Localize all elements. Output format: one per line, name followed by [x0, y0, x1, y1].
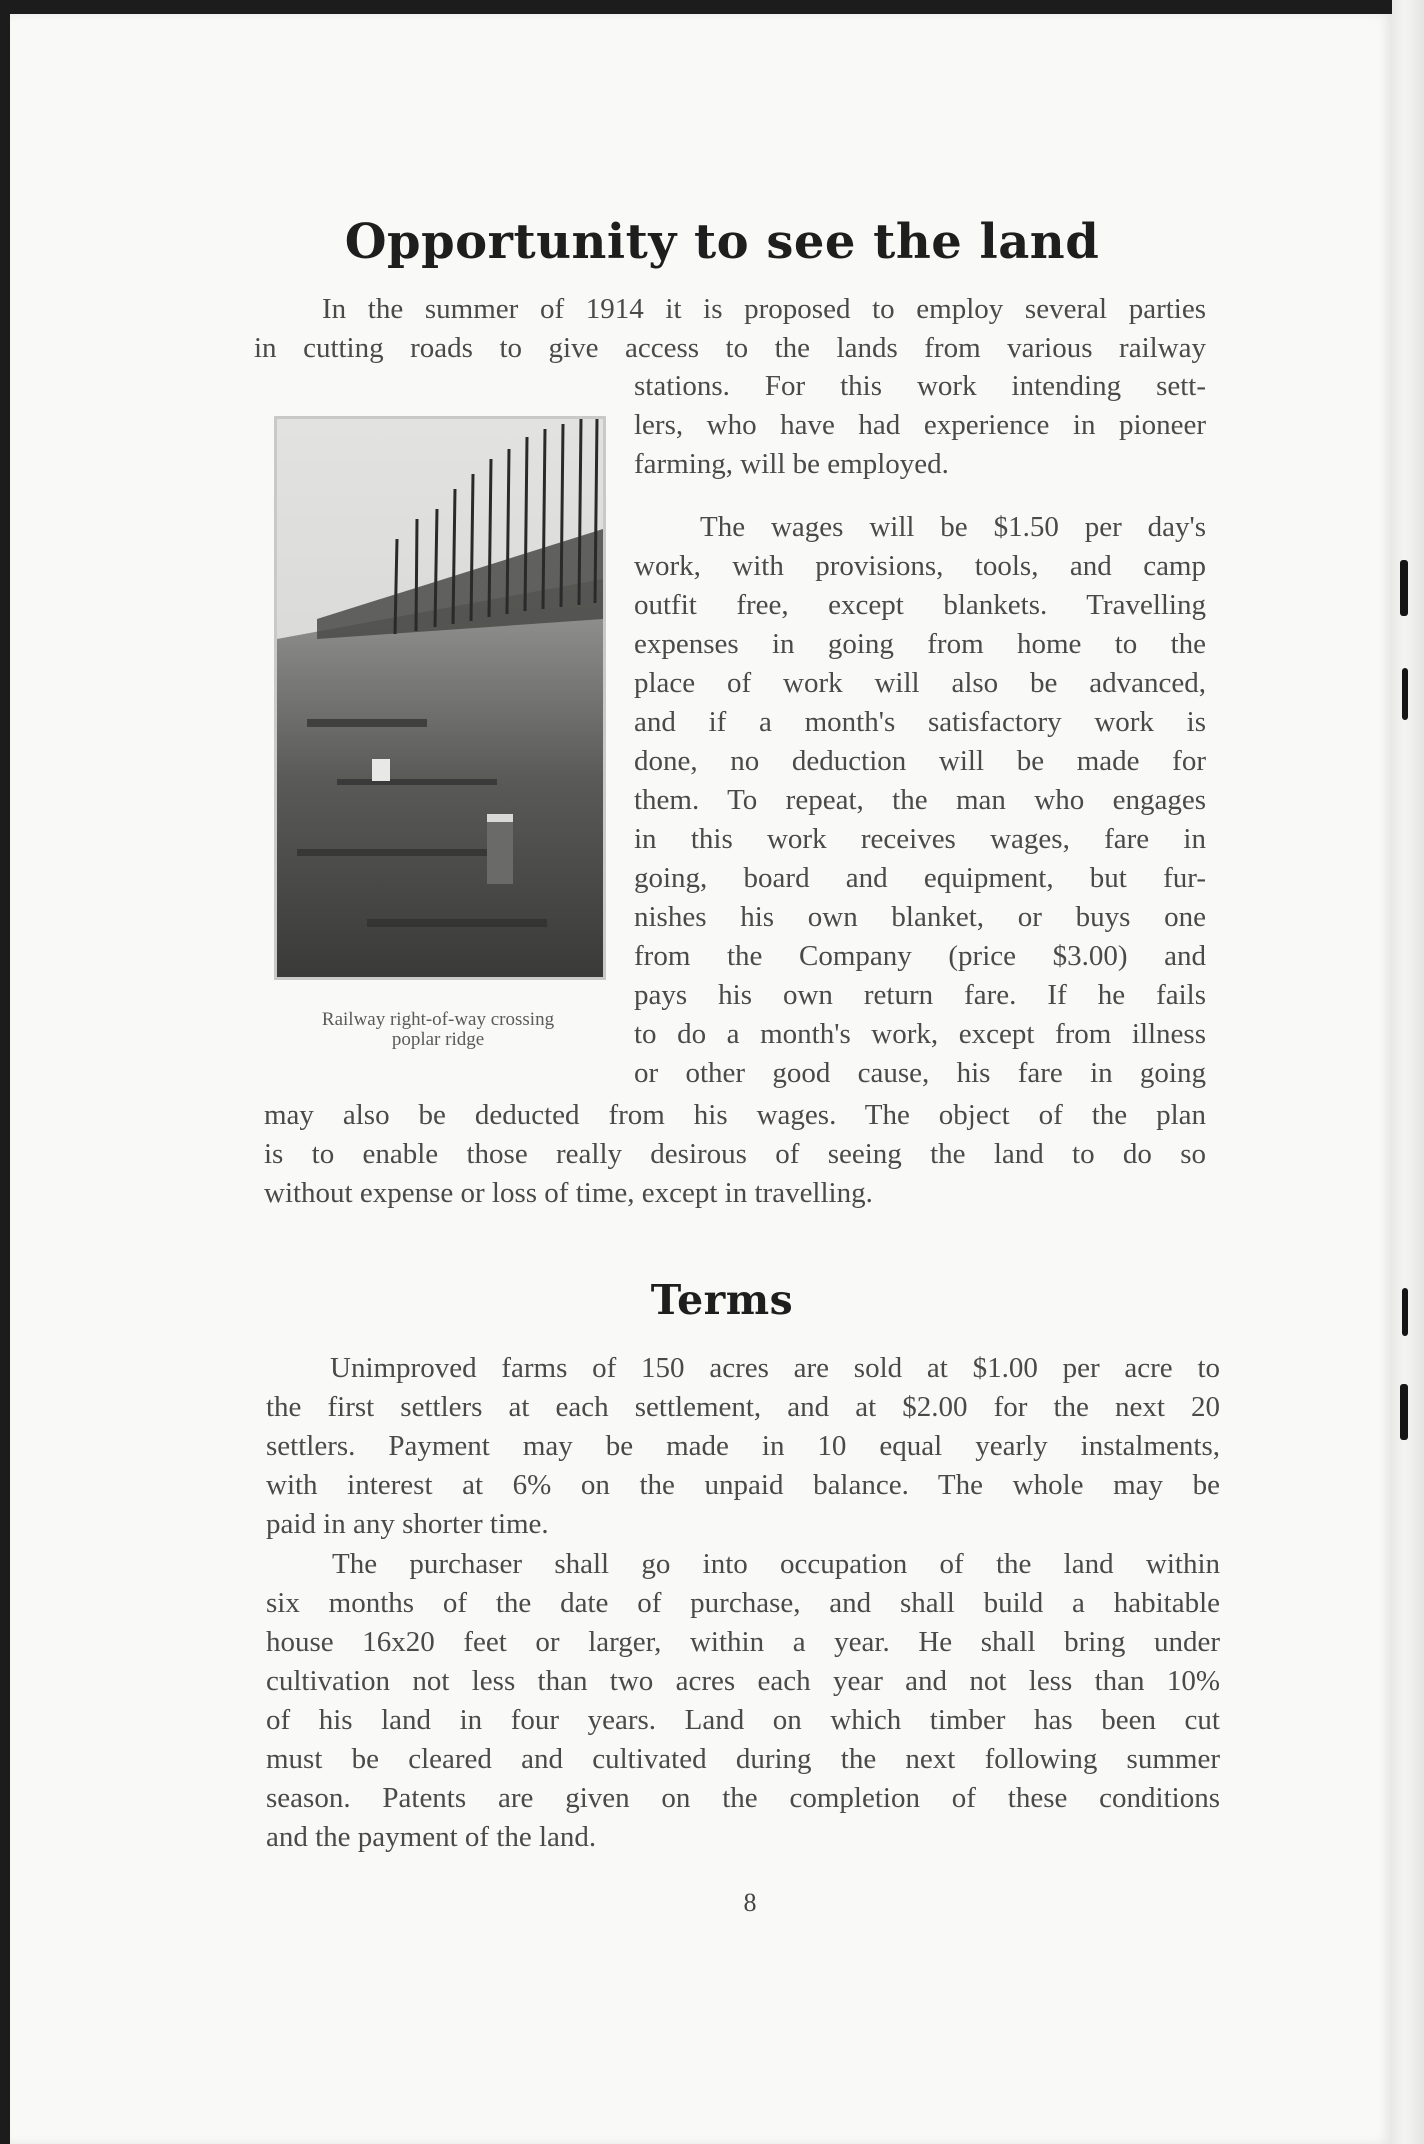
paragraph-line: pays his own return fare. If he fails — [634, 979, 1206, 1011]
railway-photo — [274, 416, 606, 980]
paragraph-line: Unimproved farms of 150 acres are sold at $1.00 per acre to — [330, 1352, 1220, 1384]
binding-mark — [1400, 1384, 1408, 1440]
paragraph-line: settlers. Payment may be made in 10 equal yearly instalments, — [266, 1430, 1220, 1462]
paragraph-line: expenses in going from home to the — [634, 628, 1206, 660]
paragraph-line: in cutting roads to give access to the lands from various railway — [254, 332, 1206, 364]
paragraph-line: with interest at 6% on the unpaid balance. The whole may be — [266, 1469, 1220, 1501]
binding-mark — [1402, 668, 1408, 720]
paragraph-line: work, with provisions, tools, and camp — [634, 550, 1206, 582]
paragraph-line: The wages will be $1.50 per day's — [700, 511, 1206, 543]
paragraph-line: and the payment of the land. — [266, 1821, 597, 1853]
page-number: 8 — [743, 1888, 757, 1917]
paragraph-line: The purchaser shall go into occupation of the land within — [332, 1548, 1220, 1580]
paragraph-line: stations. For this work intending sett- — [634, 370, 1206, 402]
paragraph-line: in this work receives wages, fare in — [634, 823, 1206, 855]
paragraph-line: six months of the date of purchase, and shall build a habitable — [266, 1587, 1220, 1619]
paragraph-line: nishes his own blanket, or buys one — [634, 901, 1206, 933]
paragraph-line: of his land in four years. Land on which timber has been cut — [266, 1704, 1220, 1736]
paragraph-line: cultivation not less than two acres each year and not less than 10% — [266, 1665, 1220, 1697]
paragraph-line: In the summer of 1914 it is proposed to employ several parties — [322, 293, 1206, 325]
binding-mark — [1402, 1288, 1408, 1336]
paragraph-line: must be cleared and cultivated during the next following summer — [266, 1743, 1220, 1775]
paragraph-line: without expense or loss of time, except in travelling. — [264, 1177, 873, 1209]
section-title: Terms — [650, 1276, 794, 1324]
book-page — [10, 14, 1392, 2144]
paragraph-line: done, no deduction will be made for — [634, 745, 1206, 777]
paragraph-line: is to enable those really desirous of seeing the land to do so — [264, 1138, 1206, 1170]
paragraph-line: to do a month's work, except from illness — [634, 1018, 1206, 1050]
paragraph-line: lers, who have had experience in pioneer — [634, 409, 1206, 441]
figure-caption-line: Railway right-of-way crossing — [321, 1009, 555, 1030]
paragraph-line: paid in any shorter time. — [266, 1508, 549, 1540]
figure-caption-line: poplar ridge — [391, 1029, 485, 1050]
paragraph-line: and if a month's satisfactory work is — [634, 706, 1206, 738]
paragraph-line: place of work will also be advanced, — [634, 667, 1206, 699]
paragraph-line: going, board and equipment, but fur- — [634, 862, 1206, 894]
paragraph-line: from the Company (price $3.00) and — [634, 940, 1206, 972]
paragraph-line: house 16x20 feet or larger, within a year. He shall bring under — [266, 1626, 1220, 1658]
page-edge — [1392, 0, 1424, 2144]
paragraph-line: farming, will be employed. — [634, 448, 949, 480]
section-title: Opportunity to see the land — [344, 214, 1100, 270]
binding-mark — [1400, 560, 1408, 616]
paragraph-line: outfit free, except blankets. Travelling — [634, 589, 1206, 621]
paragraph-line: season. Patents are given on the completion of these conditions — [266, 1782, 1220, 1814]
paragraph-line: them. To repeat, the man who engages — [634, 784, 1206, 816]
paragraph-line: may also be deducted from his wages. The object of the plan — [264, 1099, 1206, 1131]
paragraph-line: the first settlers at each settlement, and at $2.00 for the next 20 — [266, 1391, 1220, 1423]
paragraph-line: or other good cause, his fare in going — [634, 1057, 1206, 1089]
